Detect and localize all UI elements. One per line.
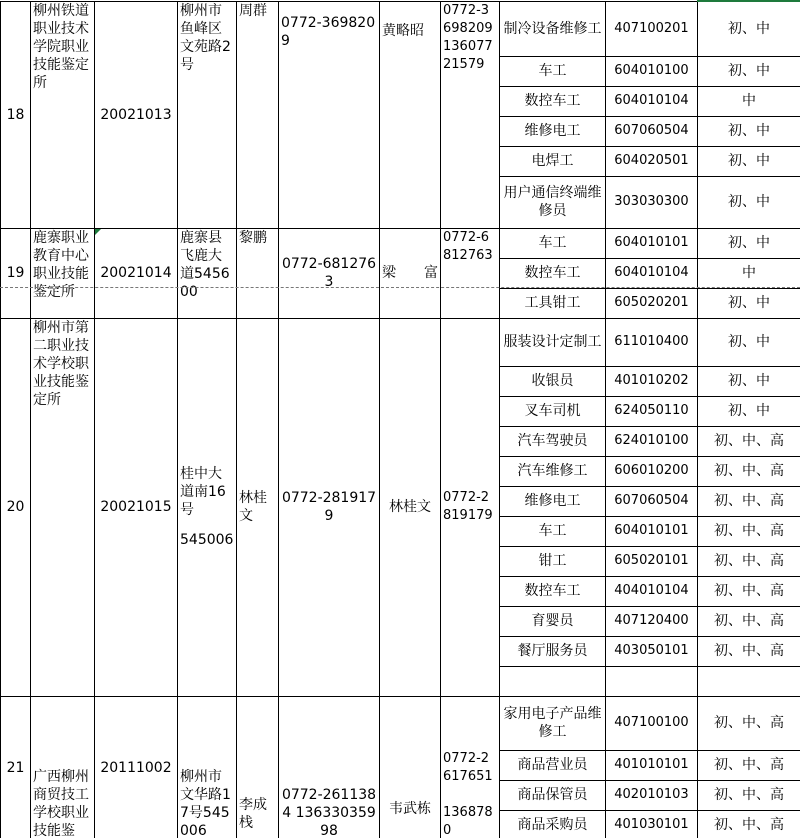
org-code: 20021014 [95, 228, 178, 318]
head-name: 李成栈 [237, 696, 279, 838]
job-name: 维修电工 [500, 486, 606, 516]
org-postcode: 545006 [180, 532, 234, 548]
job-code: 604020501 [606, 146, 698, 176]
head-phone: 0772-2611384 13633035998 [279, 696, 380, 838]
job-level: 初、中、高 [698, 606, 800, 636]
org-name: 柳州市第二职业技术学校职业技能鉴定所 [31, 318, 95, 696]
job-name: 收银员 [500, 366, 606, 396]
job-name: 制冷设备维修工 [500, 1, 606, 56]
job-level: 初、中 [698, 116, 800, 146]
job-name: 工具钳工 [500, 288, 606, 318]
job-name: 商品保管员 [500, 780, 606, 810]
org-name: 柳州铁道职业技术学院职业技能鉴定所 [31, 1, 95, 228]
job-code: 607060504 [606, 116, 698, 146]
table-row [1, 1, 800, 56]
job-level: 初、中 [698, 146, 800, 176]
org-code: 20021015 [95, 318, 178, 696]
org-address: 柳州市文华路17号545006 [178, 696, 237, 838]
job-level: 初、中 [698, 56, 800, 86]
table-row [1, 228, 800, 258]
job-name [500, 666, 606, 696]
org-address: 鹿寨县飞鹿大道545600 [178, 228, 237, 318]
contact-phone-line: 0772-2617651 [443, 750, 493, 784]
job-name: 车工 [500, 228, 606, 258]
head-name: 林桂文 [237, 318, 279, 696]
contact-phone: 0772-2819179 [441, 318, 500, 696]
job-code: 624010100 [606, 426, 698, 456]
org-code: 20021013 [95, 1, 178, 228]
contact-name-part: 富 [424, 265, 438, 281]
job-code: 404010104 [606, 576, 698, 606]
head-name: 黎鹏 [237, 228, 279, 318]
job-name: 家用电子产品维修工 [500, 696, 606, 750]
row-number: 21 [1, 696, 31, 838]
org-code: 20111002 [95, 696, 178, 838]
job-level: 初、中 [698, 396, 800, 426]
contact-phone: 0772-3698209 13607721579 [441, 1, 500, 228]
contact-name: 黄略昭 [380, 1, 441, 228]
head-phone: 0772-6812763 [279, 228, 380, 318]
job-level [698, 666, 800, 696]
job-level: 中 [698, 86, 800, 116]
job-code: 402010103 [606, 780, 698, 810]
job-name: 维修电工 [500, 116, 606, 146]
contact-name: 林桂文 [380, 318, 441, 696]
job-level: 初、中、高 [698, 810, 800, 838]
job-level: 初、中、高 [698, 486, 800, 516]
table-row [1, 696, 800, 750]
job-level: 初、中、高 [698, 750, 800, 780]
job-level: 初、中 [698, 228, 800, 258]
job-name: 用户通信终端维修员 [500, 176, 606, 228]
contact-phone-line: 1368780 [443, 804, 493, 838]
contact-name: 韦武栋 [380, 696, 441, 838]
job-name: 钳工 [500, 546, 606, 576]
job-code: 611010400 [606, 318, 698, 366]
org-address [178, 318, 237, 696]
page-break-line [0, 287, 800, 288]
job-level: 初、中、高 [698, 516, 800, 546]
job-code: 407100201 [606, 1, 698, 56]
job-code: 401010202 [606, 366, 698, 396]
job-level: 初、中 [698, 318, 800, 366]
job-name: 电焊工 [500, 146, 606, 176]
job-level: 初、中 [698, 176, 800, 228]
contact-name-part: 梁 [382, 265, 396, 281]
job-name: 汽车驾驶员 [500, 426, 606, 456]
job-name: 车工 [500, 516, 606, 546]
job-code: 604010101 [606, 228, 698, 258]
job-name: 商品采购员 [500, 810, 606, 838]
job-code: 407100100 [606, 696, 698, 750]
job-level: 初、中、高 [698, 780, 800, 810]
job-code: 604010101 [606, 516, 698, 546]
job-code: 607060504 [606, 486, 698, 516]
job-name: 汽车维修工 [500, 456, 606, 486]
job-code: 604010104 [606, 86, 698, 116]
job-name: 叉车司机 [500, 396, 606, 426]
job-level: 初、中 [698, 288, 800, 318]
job-level: 初、中、高 [698, 456, 800, 486]
row-number: 20 [1, 318, 31, 696]
job-level: 初、中、高 [698, 546, 800, 576]
job-code: 624050110 [606, 396, 698, 426]
job-name: 车工 [500, 56, 606, 86]
contact-phone [441, 696, 500, 838]
job-code: 407120400 [606, 606, 698, 636]
job-level: 初、中、高 [698, 426, 800, 456]
job-name: 商品营业员 [500, 750, 606, 780]
org-address: 柳州市鱼峰区文苑路2号 [178, 1, 237, 228]
org-name: 鹿寨职业教育中心职业技能鉴定所 [31, 228, 95, 318]
head-phone: 0772-2819179 [279, 318, 380, 696]
row-number: 19 [1, 228, 31, 318]
job-name: 数控车工 [500, 576, 606, 606]
job-code: 303030300 [606, 176, 698, 228]
job-code: 604010104 [606, 258, 698, 288]
job-code: 401030101 [606, 810, 698, 838]
job-name: 数控车工 [500, 258, 606, 288]
org-name: 广西柳州商贸技工学校职业技能鉴 [31, 696, 95, 838]
job-level: 初、中、高 [698, 636, 800, 666]
job-code: 605020201 [606, 288, 698, 318]
job-name: 餐厅服务员 [500, 636, 606, 666]
head-name: 周群 [237, 1, 279, 228]
job-code [606, 666, 698, 696]
job-code: 604010100 [606, 56, 698, 86]
job-level-selected-cell[interactable]: 初、中 [698, 1, 800, 56]
job-code: 401010101 [606, 750, 698, 780]
row-number: 18 [1, 1, 31, 228]
contact-name [380, 228, 441, 318]
job-name: 数控车工 [500, 86, 606, 116]
head-phone: 0772-3698209 [279, 1, 380, 228]
org-address-line: 桂中大道南16号 [180, 466, 226, 518]
cell-comment-indicator-icon[interactable] [95, 229, 101, 235]
job-level: 初、中 [698, 366, 800, 396]
job-code: 605020101 [606, 546, 698, 576]
job-code: 403050101 [606, 636, 698, 666]
table-row [1, 318, 800, 366]
job-code: 606010200 [606, 456, 698, 486]
job-level: 中 [698, 258, 800, 288]
contact-phone: 0772-6812763 [441, 228, 500, 318]
job-level: 初、中、高 [698, 576, 800, 606]
job-name: 服装设计定制工 [500, 318, 606, 366]
job-level: 初、中、高 [698, 696, 800, 750]
job-name: 育婴员 [500, 606, 606, 636]
